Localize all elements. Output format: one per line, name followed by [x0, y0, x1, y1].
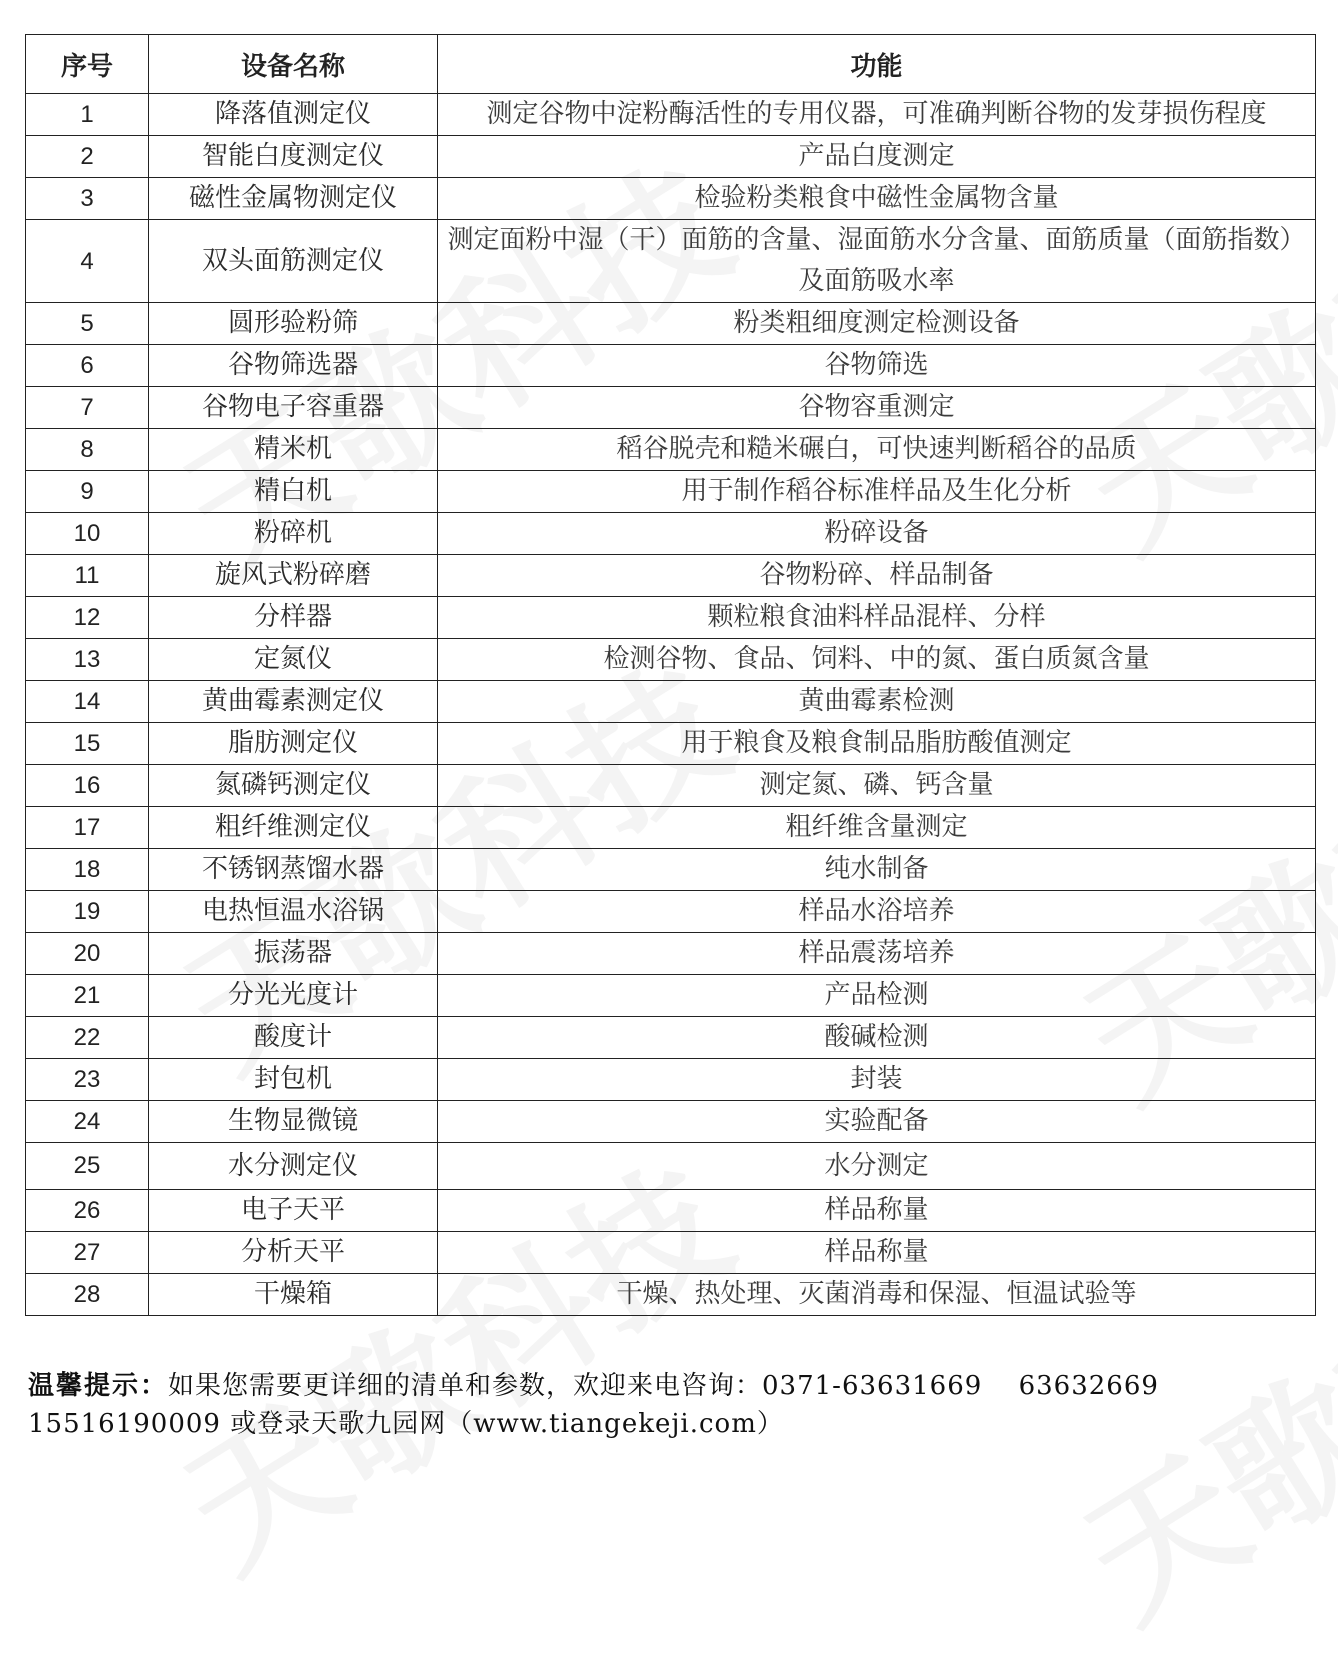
row-index: 18: [26, 849, 149, 891]
table-row: [26, 94, 1316, 136]
equipment-name: 振荡器: [149, 933, 438, 975]
footer-label: 温馨提示：: [28, 1371, 169, 1401]
equipment-function: 测定氮、磷、钙含量: [438, 765, 1316, 807]
equipment-function: 检测谷物、食品、饲料、中的氮、蛋白质氮含量: [438, 639, 1316, 681]
equipment-function: 黄曲霉素检测: [438, 681, 1316, 723]
table-row: [26, 345, 1316, 387]
equipment-function: 测定谷物中淀粉酶活性的专用仪器，可准确判断谷物的发芽损伤程度: [438, 94, 1316, 136]
equipment-function: 粉碎设备: [438, 513, 1316, 555]
table-row: [26, 765, 1316, 807]
equipment-name: 分样器: [149, 597, 438, 639]
equipment-name: 封包机: [149, 1059, 438, 1101]
row-index: 2: [26, 136, 149, 178]
row-index: 25: [26, 1143, 149, 1190]
row-index: 10: [26, 513, 149, 555]
equipment-name: 黄曲霉素测定仪: [149, 681, 438, 723]
equipment-name: 分析天平: [149, 1232, 438, 1274]
table-row: [26, 597, 1316, 639]
row-index: 27: [26, 1232, 149, 1274]
equipment-table-container: [25, 34, 1315, 1316]
equipment-name: 脂肪测定仪: [149, 723, 438, 765]
equipment-function: 测定面粉中湿（干）面筋的含量、湿面筋水分含量、面筋质量（面筋指数）及面筋吸水率: [438, 220, 1316, 303]
header-index: 序号: [26, 35, 149, 94]
table-row: [26, 639, 1316, 681]
row-index: 13: [26, 639, 149, 681]
table-body: [26, 94, 1316, 1316]
equipment-function: 产品检测: [438, 975, 1316, 1017]
equipment-name: 圆形验粉筛: [149, 303, 438, 345]
header-equipment-name: 设备名称: [149, 35, 438, 94]
table-row: [26, 303, 1316, 345]
row-index: 8: [26, 429, 149, 471]
table-row: [26, 220, 1316, 303]
row-index: 7: [26, 387, 149, 429]
row-index: 24: [26, 1101, 149, 1143]
table-row: [26, 891, 1316, 933]
equipment-function: 颗粒粮食油料样品混样、分样: [438, 597, 1316, 639]
footer-line-1: [28, 1367, 1318, 1405]
table-row: [26, 807, 1316, 849]
equipment-name: 酸度计: [149, 1017, 438, 1059]
row-index: 21: [26, 975, 149, 1017]
table-row: [26, 1017, 1316, 1059]
table-row: [26, 555, 1316, 597]
row-index: 22: [26, 1017, 149, 1059]
table-row: [26, 1274, 1316, 1316]
table-header-row: [26, 35, 1316, 94]
equipment-name: 水分测定仪: [149, 1143, 438, 1190]
table-row: [26, 178, 1316, 220]
table-row: [26, 681, 1316, 723]
equipment-name: 磁性金属物测定仪: [149, 178, 438, 220]
equipment-function: 粉类粗细度测定检测设备: [438, 303, 1316, 345]
equipment-function: 谷物粉碎、样品制备: [438, 555, 1316, 597]
table-row: [26, 136, 1316, 178]
equipment-name: 精白机: [149, 471, 438, 513]
equipment-function: 谷物容重测定: [438, 387, 1316, 429]
row-index: 15: [26, 723, 149, 765]
equipment-function: 检验粉类粮食中磁性金属物含量: [438, 178, 1316, 220]
row-index: 12: [26, 597, 149, 639]
equipment-function: 用于粮食及粮食制品脂肪酸值测定: [438, 723, 1316, 765]
equipment-name: 电子天平: [149, 1190, 438, 1232]
equipment-table: [25, 34, 1316, 1316]
footer-contact: 如果您需要更详细的清单和参数，欢迎来电咨询：0371-63631669 63632669: [168, 1371, 1159, 1401]
row-index: 3: [26, 178, 149, 220]
equipment-name: 双头面筋测定仪: [149, 220, 438, 303]
equipment-function: 干燥、热处理、灭菌消毒和保湿、恒温试验等: [438, 1274, 1316, 1316]
equipment-name: 降落值测定仪: [149, 94, 438, 136]
equipment-function: 实验配备: [438, 1101, 1316, 1143]
row-index: 20: [26, 933, 149, 975]
equipment-name: 定氮仪: [149, 639, 438, 681]
footer-note: [28, 1367, 1318, 1443]
table-row: [26, 933, 1316, 975]
row-index: 17: [26, 807, 149, 849]
equipment-function: 用于制作稻谷标准样品及生化分析: [438, 471, 1316, 513]
equipment-function: 粗纤维含量测定: [438, 807, 1316, 849]
table-row: [26, 1059, 1316, 1101]
equipment-name: 电热恒温水浴锅: [149, 891, 438, 933]
equipment-function: 样品称量: [438, 1232, 1316, 1274]
row-index: 4: [26, 220, 149, 303]
equipment-name: 智能白度测定仪: [149, 136, 438, 178]
row-index: 23: [26, 1059, 149, 1101]
equipment-function: 样品称量: [438, 1190, 1316, 1232]
equipment-function: 稻谷脱壳和糙米碾白，可快速判断稻谷的品质: [438, 429, 1316, 471]
table-row: [26, 387, 1316, 429]
footer-line-2: 15516190009 或登录天歌九园网（www.tiangekeji.com）: [28, 1409, 784, 1439]
row-index: 5: [26, 303, 149, 345]
table-row: [26, 1101, 1316, 1143]
table-row: [26, 723, 1316, 765]
table-row: [26, 975, 1316, 1017]
row-index: 28: [26, 1274, 149, 1316]
equipment-name: 生物显微镜: [149, 1101, 438, 1143]
table-row: [26, 1232, 1316, 1274]
equipment-name: 氮磷钙测定仪: [149, 765, 438, 807]
equipment-name: 旋风式粉碎磨: [149, 555, 438, 597]
row-index: 19: [26, 891, 149, 933]
equipment-name: 干燥箱: [149, 1274, 438, 1316]
header-function: 功能: [438, 35, 1316, 94]
equipment-function: 纯水制备: [438, 849, 1316, 891]
equipment-function: 样品震荡培养: [438, 933, 1316, 975]
equipment-name: 分光光度计: [149, 975, 438, 1017]
equipment-function: 产品白度测定: [438, 136, 1316, 178]
table-row: [26, 429, 1316, 471]
equipment-name: 精米机: [149, 429, 438, 471]
table-row: [26, 1190, 1316, 1232]
row-index: 9: [26, 471, 149, 513]
table-row: [26, 471, 1316, 513]
equipment-function: 样品水浴培养: [438, 891, 1316, 933]
equipment-function: 酸碱检测: [438, 1017, 1316, 1059]
equipment-name: 粉碎机: [149, 513, 438, 555]
row-index: 26: [26, 1190, 149, 1232]
equipment-name: 粗纤维测定仪: [149, 807, 438, 849]
row-index: 14: [26, 681, 149, 723]
equipment-function: 水分测定: [438, 1143, 1316, 1190]
equipment-function: 谷物筛选: [438, 345, 1316, 387]
table-row: [26, 1143, 1316, 1190]
row-index: 1: [26, 94, 149, 136]
row-index: 11: [26, 555, 149, 597]
equipment-name: 谷物电子容重器: [149, 387, 438, 429]
equipment-name: 谷物筛选器: [149, 345, 438, 387]
equipment-name: 不锈钢蒸馏水器: [149, 849, 438, 891]
row-index: 16: [26, 765, 149, 807]
row-index: 6: [26, 345, 149, 387]
table-row: [26, 513, 1316, 555]
table-row: [26, 849, 1316, 891]
equipment-function: 封装: [438, 1059, 1316, 1101]
